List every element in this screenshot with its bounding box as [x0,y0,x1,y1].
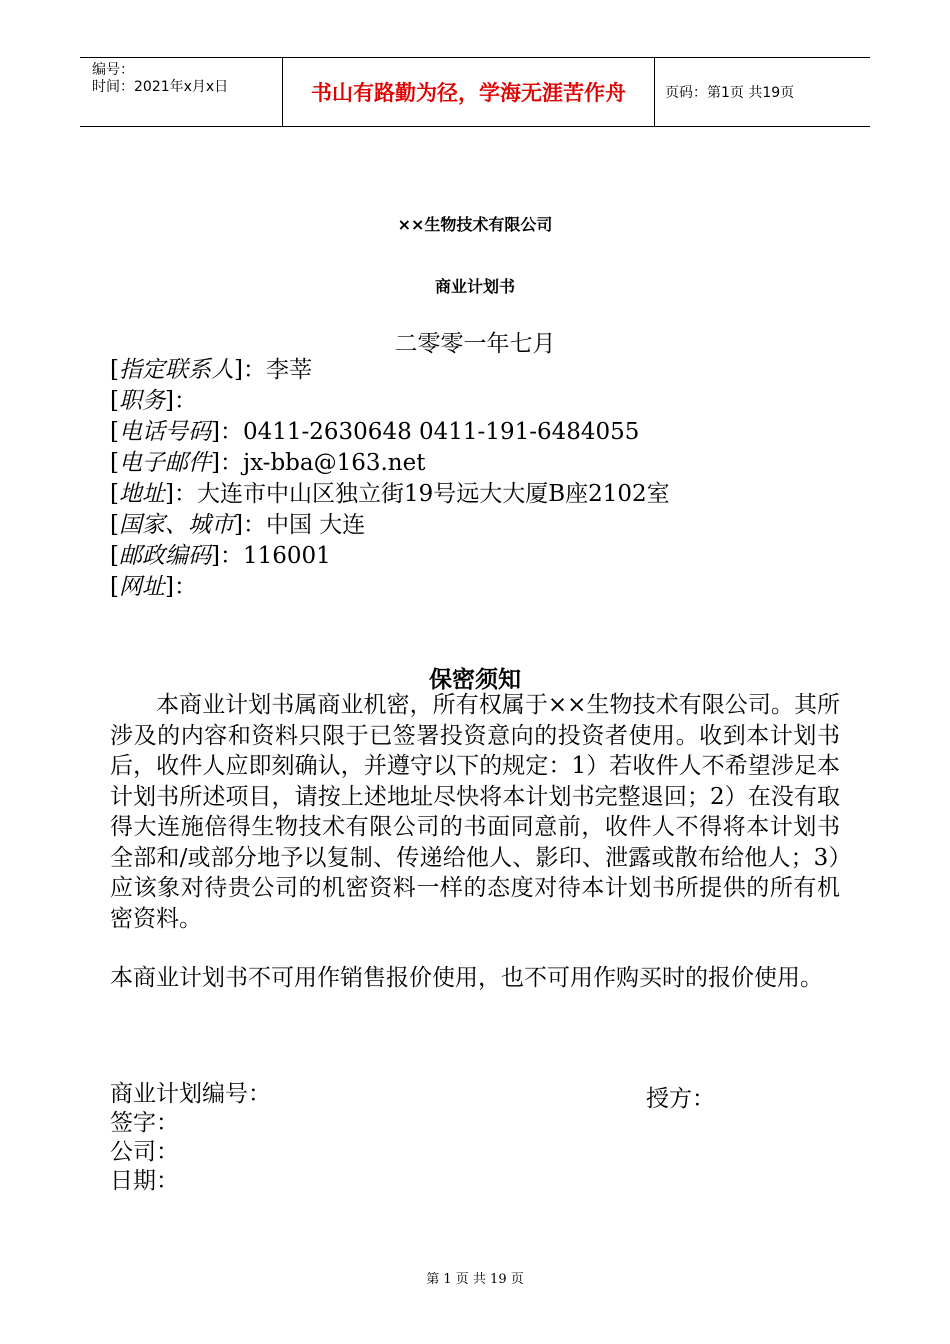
contact-label: 电话号码 [118,419,211,445]
document-date: 二零零一年七月 [394,331,556,357]
contact-row: [网址]： [110,574,197,600]
contact-list [110,355,670,603]
confidentiality-title: 保密须知 [429,666,521,693]
contact-value: ：0411-2630648 0411-191-6484055 [219,419,640,445]
company-label: 公司： [110,1139,179,1165]
time-label: 时间：2021年x月x日 [92,79,229,95]
contact-row: [地址]：大连市中山区独立街19号远大大厦B座2102室 [110,481,670,507]
contact-row: [电子邮件]：jx-bba@163.net [110,450,426,476]
contact-label: 地址 [118,481,165,507]
contact-label: 邮政编码 [118,543,211,569]
page-footer: 第 1 页 共 19 页 [426,1272,524,1287]
contact-label: 网址 [118,574,165,600]
contact-label: 职务 [118,388,165,414]
contact-value: ：jx-bba@163.net [219,450,426,476]
plan-number-label: 商业计划编号： [110,1081,271,1107]
contact-value: ： [173,388,197,414]
contact-label: 电子邮件 [118,450,211,476]
contact-row: [指定联系人]：李莘 [110,357,312,383]
signature-label: 签字： [110,1110,179,1136]
contact-value: ：李莘 [242,357,312,383]
contact-row: [电话号码]：0411-2630648 0411-191-6484055 [110,419,640,445]
signature-block [110,1080,271,1196]
date-label: 日期： [110,1168,179,1194]
document-type: 商业计划书 [434,277,515,296]
contact-row: [国家、城市]：中国 大连 [110,512,366,538]
contact-row: [职务]： [110,388,197,414]
header-meta [80,58,282,126]
contact-value: ：中国 大连 [242,512,366,538]
header-page-info: 页码：第1页 共19页 [665,85,795,101]
grantor-label: 授方： [646,1086,715,1112]
contact-value: ：大连市中山区独立街19号远大大厦B座2102室 [173,481,670,507]
contact-label: 指定联系人 [118,357,234,383]
pricing-disclaimer: 本商业计划书不可用作销售报价使用，也不可用作购买时的报价使用。 [110,965,823,991]
number-label: 编号： [92,62,134,78]
contact-value: ：116001 [219,543,331,569]
confidentiality-paragraph: 本商业计划书属商业机密，所有权属于××生物技术有限公司。其所涉及的内容和资料只限于已签署投资意向的投资者使用。收到本计划书后，收件人应即刻确认，并遵守以下的规定：1）若收件人不希望涉足本计划书所述项目，请按上述地址尽快将本计划书完整退回；2）在没有取得大连施倍得生物技术有限公司的书面同意前，收件人不得将本计划书全部和/或部分地予以复制、传递给他人、影印、泄露或散布给他人；3）应该象对待贵公司的机密资料一样的态度对待本计划书所提供的所有机密资料。 [110,692,840,932]
contact-value: ： [173,574,197,600]
page-header [80,57,870,127]
contact-row: [邮政编码]：116001 [110,543,331,569]
company-name: ××生物技术有限公司 [397,215,553,234]
contact-label: 国家、城市 [118,512,234,538]
header-motto: 书山有路勤为径，学海无涯苦作舟 [282,58,655,126]
